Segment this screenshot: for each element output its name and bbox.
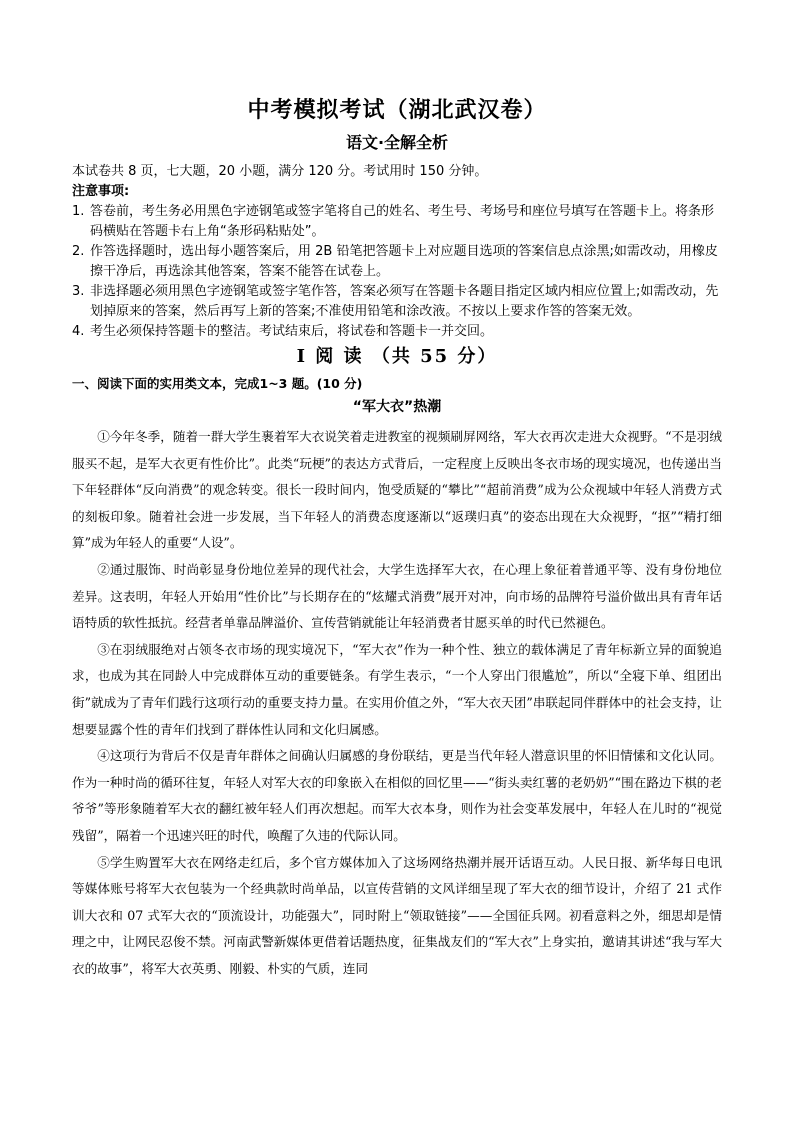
exam-page (72, 96, 722, 982)
article-paragraph: ①今年冬季，随着一群大学生裹着军大衣说笑着走进教室的视频刷屏网络，军大衣再次走进大众视野。“不是羽绒服买不起，是军大衣更有性价比”。此类“玩梗”的表达方式背后，一定程度上反映出冬衣市场的现实境况，也传递出当下年轻群体“反向消费”的观念转变。很长一段时间内，饱受质疑的“攀比”“超前消费”成为公众视域中年轻人消费方式的刻板印象。随着社会进一步发展，当下年轻人的消费态度逐渐以“返璞归真”的姿态出现在大众视野，“抠”“精打细算”成为年轻人的重要“人设”。 (72, 429, 722, 551)
article-paragraph: ②通过服饰、时尚彰显身份地位差异的现代社会，大学生选择军大衣，在心理上象征着普通平等、没有身份地位差异。这表明，年轻人开始用“性价比”与长期存在的“炫耀式消费”展开对冲，向市场的品牌符号溢价做出具有青年话语特质的软性抵抗。经营者单靠品牌溢价、宣传营销就能让年轻消费者甘愿买单的时代已然褪色。 (72, 561, 722, 631)
section-heading: 一、阅读下面的实用类文本，完成1~3 题。(10 分) (72, 376, 363, 391)
page-subtitle: 语文·全解全析 (345, 133, 449, 152)
note-number: 3. (72, 284, 85, 299)
note-item (72, 202, 722, 242)
note-text: 答卷前，考生务必用黑色字迹钢笔或签字笔将自己的姓名、考生号、考场号和座位号填写在答题卡上。将条形码横贴在答题卡右上角“条形码粘贴处”。 (90, 204, 715, 239)
article-paragraph: ④这项行为背后不仅是青年群体之间确认归属感的身份联结，更是当代年轻人潜意识里的怀旧情愫和文化认同。作为一种时尚的循环往复，年轻人对军大衣的印象嵌入在相似的回忆里——“街头卖红薯的老奶奶”“围在路边下棋的老爷爷”等形象随着军大衣的翻红被年轻人们再次想起。而军大衣本身，则作为社会变革发展中，年轻人在儿时的“视觉残留”，隔着一个迅速兴旺的时代，唤醒了久违的代际认同。 (72, 748, 722, 843)
article-title: “军大衣”热潮 (352, 399, 442, 415)
note-text: 作答选择题时，选出每小题答案后，用 2B 铅笔把答题卡上对应题目选项的答案信息点涂黑;如需改动，用橡皮擦干净后，再选涂其他答案，答案不能答在试卷上。 (90, 244, 718, 279)
notes-list (72, 202, 722, 342)
note-text: 非选择题必须用黑色字迹钢笔或签字笔作答，答案必须写在答题卡各题目指定区域内相应位置上;如需改动，先划掉原来的答案，然后再写上新的答案;不准使用铅笔和涂改液。不按以上要求作答的答案无效。 (90, 284, 719, 319)
page-title: 中考模拟考试（湖北武汉卷） (247, 98, 547, 123)
note-number: 2. (72, 244, 85, 259)
note-item (72, 322, 722, 342)
exam-intro: 本试卷共 8 页，七大题，20 小题，满分 120 分。考试用时 150 分钟。 (72, 164, 488, 179)
note-item (72, 282, 722, 322)
part-heading: I 阅 读 （共 55 分） (296, 346, 498, 367)
notes-heading: 注意事项: (72, 184, 130, 199)
note-text: 考生必须保持答题卡的整洁。考试结束后，将试卷和答题卡一并交回。 (90, 324, 494, 339)
article-paragraph: ⑤学生购置军大衣在网络走红后，多个官方媒体加入了这场网络热潮并展开话语互动。人民日报、新华每日电讯等媒体账号将军大衣包装为一个经典款时尚单品，以宣传营销的文风详细呈现了军大衣的细节设计，介绍了 21 式作训大衣和 07 式军大衣的“顶流设计，功能强大”，同时附上“领取链接”——全国征兵网。初看意料之外，细思却是情理之中，让网民忍俊不禁。河南武警新媒体更借着话题热度，征集战友们的“军大衣”上身实拍，邀请其讲述“我与军大衣的故事”，将军大衣英勇、刚毅、朴实的气质，连同 (72, 854, 722, 976)
note-number: 1. (72, 204, 85, 219)
note-number: 4. (72, 324, 85, 339)
article-paragraph: ③在羽绒服绝对占领冬衣市场的现实境况下，“军大衣”作为一种个性、独立的载体满足了青年标新立异的面貌追求，也成为其在同龄人中完成群体互动的重要链条。有学生表示，“一个人穿出门很尴尬”，所以“全寝下单、组团出街”就成为了青年们践行这项行动的重要支持力量。在实用价值之外，“军大衣天团”串联起同伴群体中的社会支持，让想要显露个性的青年们找到了群体性认同和文化归属感。 (72, 641, 722, 737)
note-item (72, 242, 722, 282)
